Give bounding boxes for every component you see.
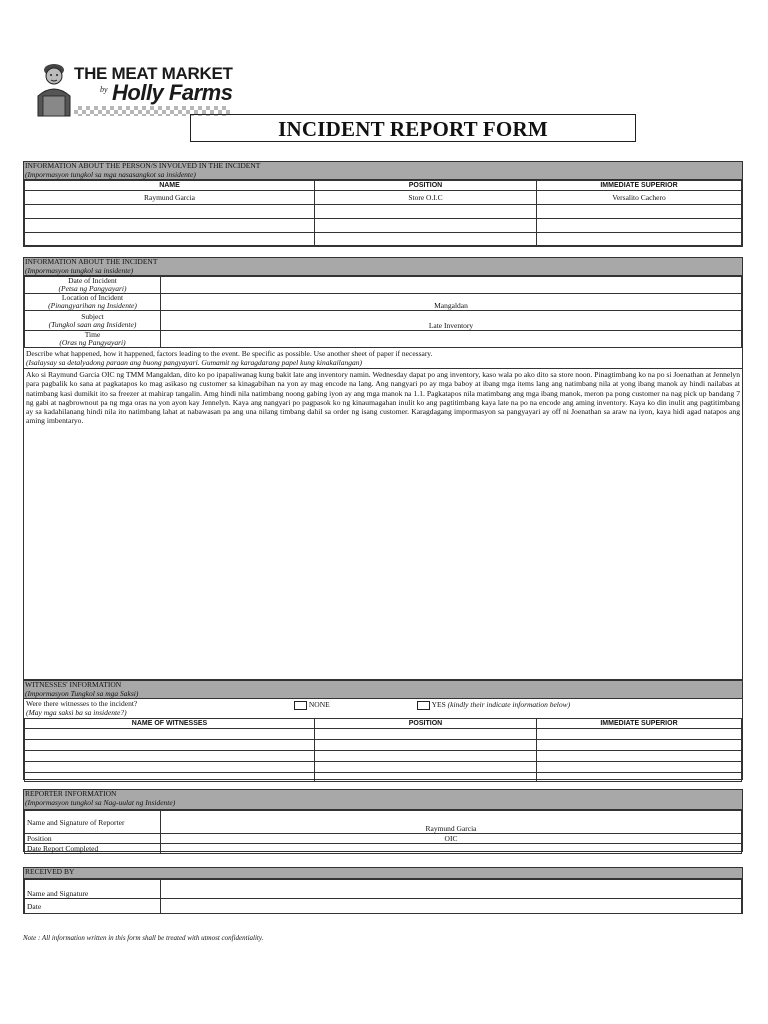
name-cell[interactable]: Raymund Garcia	[25, 191, 315, 205]
reporter-table	[24, 810, 742, 854]
received-name-row	[25, 880, 742, 899]
location-label: Location of Incident (Pinangyarihan ng Insidente)	[25, 294, 161, 311]
yes-label: YES	[431, 700, 446, 709]
superior-cell[interactable]	[537, 205, 742, 219]
report-date-label: Date Report Completed	[25, 844, 161, 854]
incident-narrative-textarea[interactable]: Ako si Raymund Garcia OIC ng TMM Mangaldan, dito ko po ipapaliwanag kung bakit late ang inventory namin. Wednesday dapat po ang inventory, kaso wala po ako dito sa store noon. Pinagtimbang ko na po si Joenathan at Jennelyn para pagbalik ko sana at pagkatapos ko mag asikaso ng customer sa kinagabihan na yon ay mag encode na lang. Ang nangyari po ay mga baboy at ibang mga items lang ang natimbang nila at yong ibang manok ay hindi nailabas at natimbang kasi dumikit ito sa freezer at mahirap tangalin. Amg hindi nila natimbang noong gabing iyon ay ang mga manok na 1.1. Pagkatapos nila matimbang ang mga ibang manok, meron pa pong customer na nag pick up bandang 7 ng gabi at nagbrownout pa ng mga oras na yon ayon kay Jennelyn. Kaya ang nangyari po pagpasok ko ng kinaumagahan inulit ko ang pagtitimbang kaya late na po na encode ang aming inventory. Kaya ko din inulit ang pagtitimbang ay sa kadahilanang hindi nila ito natimbang lahat at nabawasan pa ang una nilang timbang dahil sa order ng isang customer. Karagdagang impormasyon sa pangyayari ay off ni Joenathan sa araw na iyon, kaya hidi agad natapos ang aming imbentaryo.	[26, 370, 740, 426]
received-date-row	[25, 899, 742, 914]
subject-label: Subject (Tungkol saan ang Insidente)	[25, 311, 161, 331]
section-title: WITNESSES' INFORMATION	[25, 680, 122, 689]
logo-brand-name: THE MEAT MARKET	[74, 64, 233, 83]
superior-cell[interactable]	[537, 729, 742, 740]
witness-question: Were there witnesses to the incident?	[26, 699, 138, 708]
subject-value[interactable]: Late Inventory	[161, 311, 742, 331]
witness-name-cell[interactable]	[25, 773, 315, 782]
table-row	[25, 751, 742, 762]
column-header-witness-name: NAME OF WITNESSES	[25, 719, 315, 729]
superior-cell[interactable]: Versalito Cachero	[537, 191, 742, 205]
position-cell[interactable]	[315, 751, 537, 762]
table-row	[25, 740, 742, 751]
section-header	[24, 258, 742, 276]
received-by-table	[24, 879, 742, 914]
position-cell[interactable]	[315, 729, 537, 740]
reporter-position-value[interactable]: OIC	[161, 834, 742, 844]
date-of-incident-row	[25, 277, 742, 294]
section-header	[24, 162, 742, 180]
report-date-row	[25, 844, 742, 854]
section-title: RECEIVED BY	[25, 867, 75, 876]
superior-cell[interactable]	[537, 773, 742, 782]
reporter-position-row	[25, 834, 742, 844]
none-option[interactable]	[294, 700, 330, 710]
table-row	[25, 191, 742, 205]
reporter-section	[23, 789, 743, 852]
date-of-incident-label: Date of Incident (Petsa ng Pangyayari)	[25, 277, 161, 294]
time-label: Time (Oras ng Pangyayari)	[25, 331, 161, 348]
incident-info-section	[23, 257, 743, 680]
received-by-section	[23, 867, 743, 914]
yes-note: (kindly their indicate information below)	[447, 700, 571, 709]
column-header-superior: IMMEDIATE SUPERIOR	[537, 181, 742, 191]
witness-question-row	[24, 699, 742, 718]
witness-name-cell[interactable]	[25, 751, 315, 762]
location-value[interactable]: Mangaldan	[161, 294, 742, 311]
position-cell[interactable]	[315, 773, 537, 782]
section-header	[24, 790, 742, 810]
section-header	[24, 681, 742, 699]
witnesses-table	[24, 718, 742, 782]
table-row	[25, 729, 742, 740]
section-title: INFORMATION ABOUT THE PERSON/S INVOLVED IN THE INCIDENT	[25, 161, 261, 170]
table-row	[25, 219, 742, 233]
name-cell[interactable]	[25, 205, 315, 219]
table-row	[25, 205, 742, 219]
table-row	[25, 233, 742, 246]
position-cell[interactable]	[315, 762, 537, 773]
section-title: REPORTER INFORMATION	[25, 789, 117, 798]
position-cell[interactable]	[315, 233, 537, 246]
none-label: NONE	[308, 700, 330, 709]
position-cell[interactable]: Store O.I.C	[315, 191, 537, 205]
column-header-superior: IMMEDIATE SUPERIOR	[537, 719, 742, 729]
witnesses-section	[23, 680, 743, 780]
section-title: INFORMATION ABOUT THE INCIDENT	[25, 257, 158, 266]
logo-by-text: by	[100, 85, 108, 94]
subject-row	[25, 311, 742, 331]
form-title: INCIDENT REPORT FORM	[190, 114, 636, 142]
witness-name-cell[interactable]	[25, 729, 315, 740]
witness-name-cell[interactable]	[25, 762, 315, 773]
reporter-name-value[interactable]: Raymund Garcia	[161, 811, 742, 834]
witness-question-subtitle: (May mga saksi ba sa insidente?)	[26, 708, 127, 717]
received-name-value[interactable]	[161, 880, 742, 899]
reporter-position-label: Position	[25, 834, 161, 844]
yes-checkbox[interactable]	[417, 701, 430, 710]
describe-instructions	[24, 348, 742, 369]
received-date-value[interactable]	[161, 899, 742, 914]
section-subtitle: (Impormasyon tungkol sa Nag-uulat ng Insidente)	[25, 797, 176, 807]
position-cell[interactable]	[315, 219, 537, 233]
none-checkbox[interactable]	[294, 701, 307, 710]
position-cell[interactable]	[315, 740, 537, 751]
superior-cell[interactable]	[537, 740, 742, 751]
describe-subtitle: (Isalaysay sa detalyadong paraan ang buong pangyayari. Gumamit ng karagdarang papel kung kinakailangan)	[26, 358, 363, 367]
table-row	[25, 773, 742, 782]
received-name-label: Name and Signature	[25, 880, 161, 899]
section-header	[24, 868, 742, 879]
column-header-position: POSITION	[315, 181, 537, 191]
time-value[interactable]	[161, 331, 742, 348]
incident-fields-table	[24, 276, 742, 348]
persons-table	[24, 180, 742, 246]
report-date-value[interactable]	[161, 844, 742, 854]
butcher-mascot-icon	[30, 56, 74, 120]
reporter-name-row	[25, 811, 742, 834]
column-header-name: NAME	[25, 181, 315, 191]
section-subtitle: (Impormasyon tungkol sa insidente)	[25, 265, 134, 275]
received-date-label: Date	[25, 899, 161, 914]
section-subtitle: (Impormasyon Tungkol sa mga Saksi)	[25, 688, 139, 698]
table-row	[25, 762, 742, 773]
witness-name-cell[interactable]	[25, 740, 315, 751]
superior-cell[interactable]	[537, 762, 742, 773]
superior-cell[interactable]	[537, 233, 742, 246]
column-header-position: POSITION	[315, 719, 537, 729]
name-cell[interactable]	[25, 219, 315, 233]
superior-cell[interactable]	[537, 219, 742, 233]
time-row	[25, 331, 742, 348]
persons-involved-section	[23, 161, 743, 247]
logo-sub-brand: Holly Farms	[112, 80, 233, 105]
section-subtitle: (Impormasyon tungkol sa mga nasasangkot sa insidente)	[25, 169, 196, 179]
reporter-name-label: Name and Signature of Reporter	[25, 811, 161, 834]
name-cell[interactable]	[25, 233, 315, 246]
superior-cell[interactable]	[537, 751, 742, 762]
yes-option[interactable]	[417, 700, 570, 710]
date-of-incident-value[interactable]	[161, 277, 742, 294]
describe-label: Describe what happened, how it happened, factors leading to the event. Be specific as possible. Use another sheet of paper if necessary.	[26, 349, 433, 358]
position-cell[interactable]	[315, 205, 537, 219]
confidentiality-note: Note : All information written in this form shall be treated with utmost confidentiality.	[23, 934, 264, 942]
location-row	[25, 294, 742, 311]
